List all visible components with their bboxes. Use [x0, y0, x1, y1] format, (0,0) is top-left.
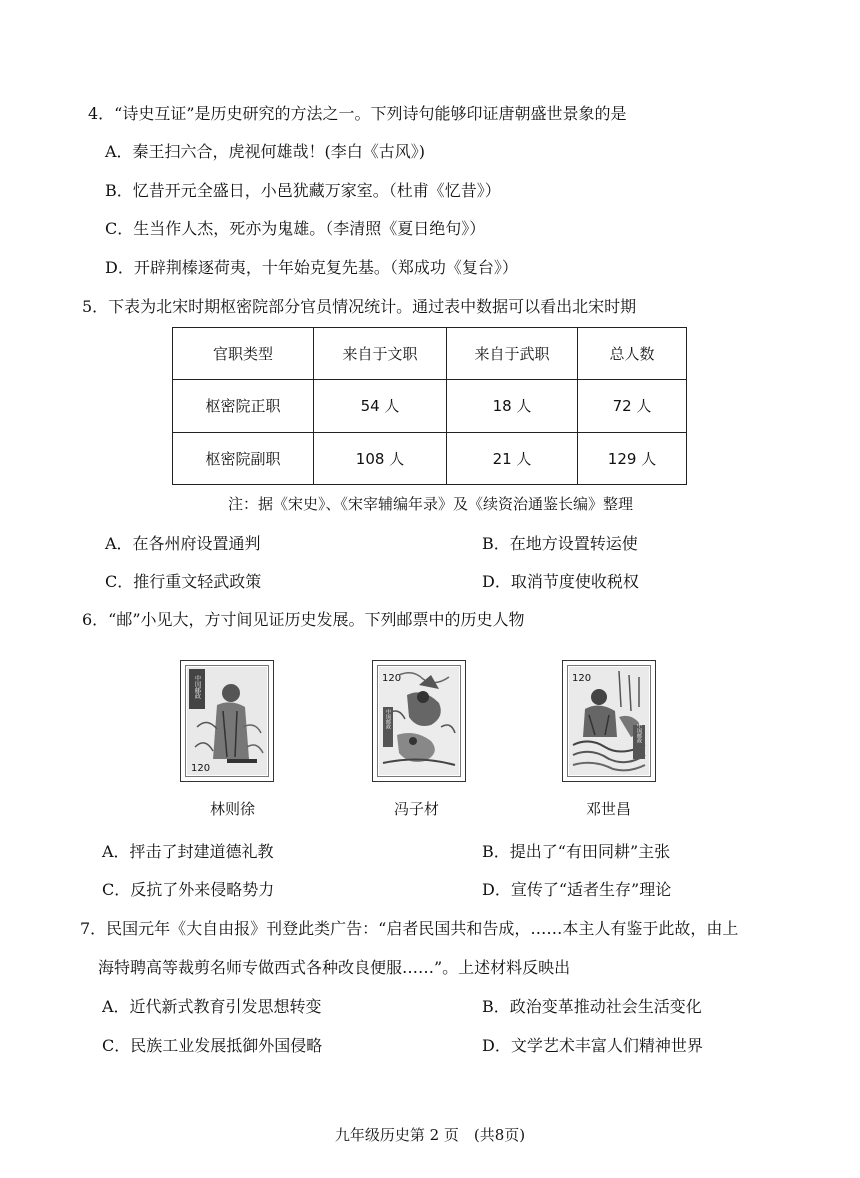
stamp-lin-zexu [180, 660, 274, 782]
table-cell: 18 人 [447, 380, 578, 432]
stamp-illustration [569, 667, 649, 775]
table-cell: 108 人 [314, 432, 447, 484]
stamp-caption-feng-zicai: 冯子材 [394, 800, 440, 818]
page-footer: 九年级历史第 2 页 (共8页) [334, 1126, 526, 1144]
q5-option-a: A．在各州府设置通判 [105, 534, 261, 553]
q7-stem-line-2: 海特聘高等裁剪名师专做西式各种改良便服……”。上述材料反映出 [98, 958, 571, 977]
table-cell: 54 人 [314, 380, 447, 432]
q4-option-b: B．忆昔开元全盛日，小邑犹藏万家室。（杜甫《忆昔》） [105, 181, 501, 200]
q6-option-d: D．宣传了“适者生存”理论 [482, 880, 672, 899]
table-cell: 72 人 [578, 380, 687, 432]
table-cell: 21 人 [447, 432, 578, 484]
table-header-cell: 来自于文职 [314, 328, 447, 380]
officials-table [172, 327, 687, 485]
table-header-cell: 官职类型 [173, 328, 314, 380]
q4-option-d: D．开辟荆榛逐荷夷，十年始克复先基。（郑成功《复台》） [105, 258, 518, 277]
q4-option-a: A．秦王扫六合，虎视何雄哉！(李白《古风》) [105, 142, 426, 161]
table-note: 注：据《宋史》、《宋宰辅编年录》及《续资治通鉴长编》整理 [228, 495, 634, 513]
q7-option-d: D．文学艺术丰富人们精神世界 [482, 1036, 703, 1055]
stamp-denomination: 120 [572, 673, 592, 684]
stamp-country-label: 中国邮政 [385, 709, 391, 729]
stamp-deng-shichang [562, 660, 656, 782]
q7-option-a: A．近代新式教育引发思想转变 [102, 997, 322, 1016]
stamp-denomination: 120 [191, 763, 211, 774]
q7-option-c: C．民族工业发展抵御外国侵略 [102, 1036, 323, 1055]
q6-option-a: A．抨击了封建道德礼教 [102, 842, 274, 861]
stamp-illustration [379, 667, 459, 775]
stamp-feng-zicai [372, 660, 466, 782]
q5-option-d: D．取消节度使收税权 [482, 572, 639, 591]
q4-stem: 4．“诗史互证”是历史研究的方法之一。下列诗句能够印证唐朝盛世景象的是 [88, 104, 627, 123]
table-header-cell: 总人数 [578, 328, 687, 380]
q7-stem-line-1: 7．民国元年《大自由报》刊登此类广告：“启者民国共和告成，……本主人有鉴于此故，由上 [80, 919, 739, 938]
table-cell: 129 人 [578, 432, 687, 484]
q5-option-c: C．推行重文轻武政策 [105, 572, 262, 591]
q6-option-b: B．提出了“有田同耕”主张 [482, 842, 671, 861]
q4-option-c: C．生当作人杰，死亦为鬼雄。（李清照《夏日绝句》） [105, 219, 486, 238]
table-cell: 枢密院正职 [173, 380, 314, 432]
stamp-country-label: 中国邮政 [193, 675, 201, 699]
table-cell: 枢密院副职 [173, 432, 314, 484]
stamp-caption-deng-shichang: 邓世昌 [586, 800, 632, 818]
table-row [173, 432, 687, 484]
stamp-illustration [187, 667, 267, 775]
table-header-cell: 来自于武职 [447, 328, 578, 380]
table-row [173, 380, 687, 432]
stamp-denomination: 120 [382, 673, 402, 684]
stamp-country-label: 中国邮政 [636, 723, 642, 743]
q7-option-b: B．政治变革推动社会生活变化 [482, 997, 702, 1016]
q6-option-c: C．反抗了外来侵略势力 [102, 880, 275, 899]
table-header-row [173, 328, 687, 380]
q5-option-b: B．在地方设置转运使 [482, 534, 638, 553]
stamp-caption-lin-zexu: 林则徐 [210, 800, 256, 818]
q5-stem: 5．下表为北宋时期枢密院部分官员情况统计。通过表中数据可以看出北宋时期 [82, 297, 637, 316]
q6-stem: 6．“邮”小见大，方寸间见证历史发展。下列邮票中的历史人物 [82, 610, 525, 629]
